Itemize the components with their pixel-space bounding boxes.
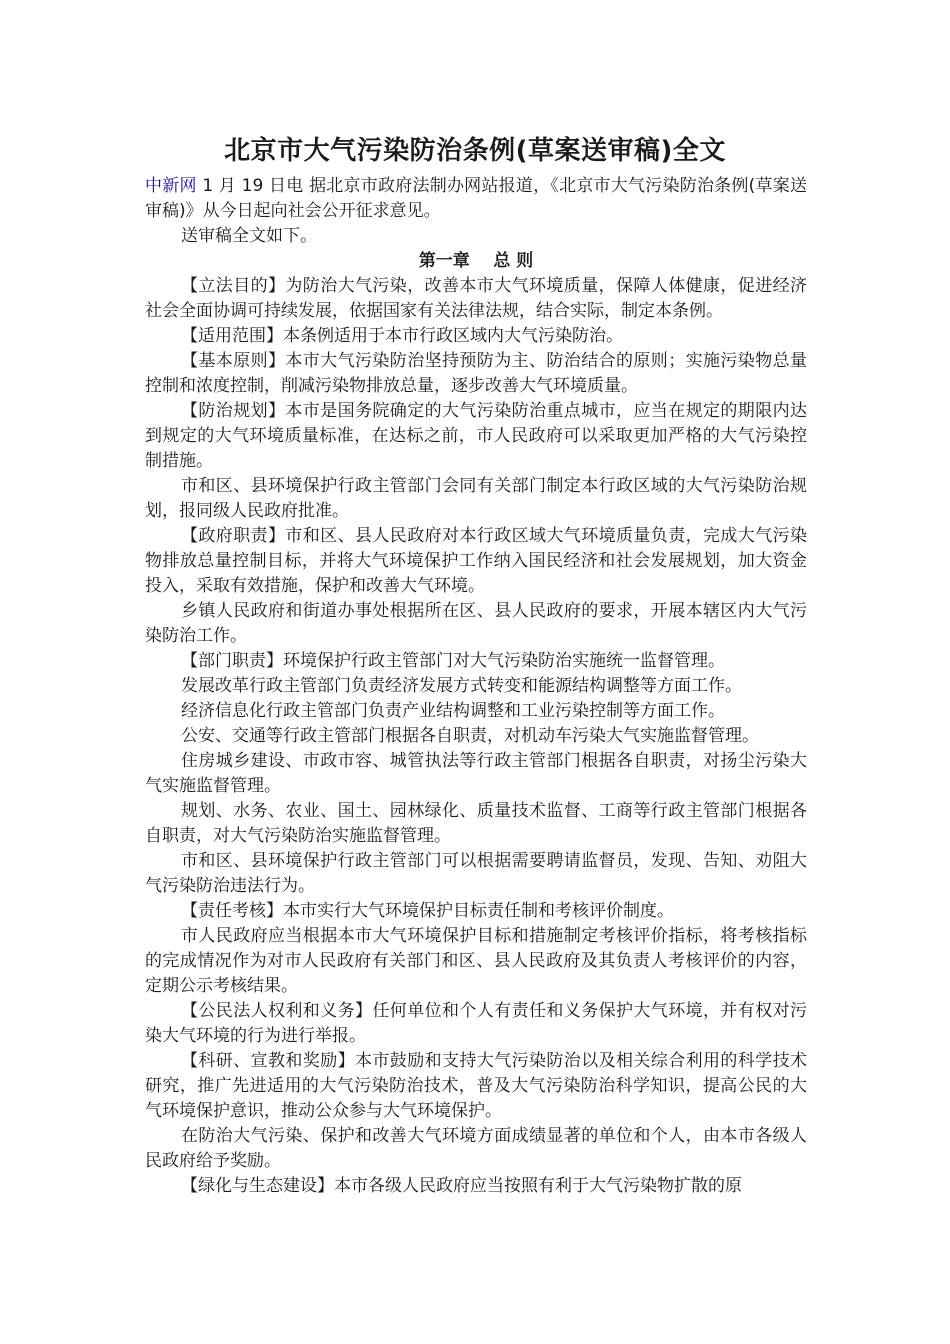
article-paragraph: 住房城乡建设、市政市容、城管执法等行政主管部门根据各自职责，对扬尘污染大气实施监督管理。 xyxy=(145,751,807,796)
article-paragraph: 【基本原则】本市大气污染防治坚持预防为主、防治结合的原则；实施污染物总量控制和浓度控制，削减污染物排放总量，逐步改善大气环境质量。 xyxy=(145,351,807,396)
article-paragraph: 【责任考核】本市实行大气环境保护目标责任制和考核评价制度。 xyxy=(181,901,674,921)
article-paragraph: 市和区、县环境保护行政主管部门会同有关部门制定本行政区域的大气污染防治规划，报同级人民政府批准。 xyxy=(145,476,807,521)
source-link[interactable]: 中新网 xyxy=(145,176,197,196)
article-paragraph: 发展改革行政主管部门负责经济发展方式转变和能源结构调整等方面工作。 xyxy=(181,676,742,696)
article-paragraph: 在防治大气污染、保护和改善大气环境方面成绩显著的单位和个人，由本市各级人民政府给予奖励。 xyxy=(145,1126,807,1171)
article-paragraph: 【部门职责】环境保护行政主管部门对大气污染防治实施统一监督管理。 xyxy=(181,651,725,671)
article-paragraph: 【公民法人权利和义务】任何单位和个人有责任和义务保护大气环境，并有权对污染大气环境的行为进行举报。 xyxy=(145,1001,807,1046)
lead-text: 1 月 19 日电 据北京市政府法制办网站报道，《北京市大气污染防治条例(草案送审稿)》从今日起向社会公开征求意见。 xyxy=(145,176,808,221)
article-paragraph: 【政府职责】市和区、县人民政府对本行政区域大气环境质量负责，完成大气污染物排放总量控制目标，并将大气环境保护工作纳入国民经济和社会发展规划，加大资金投入，采取有效措施，保护和改善大气环境。 xyxy=(145,526,807,596)
article-paragraph: 【立法目的】为防治大气污染，改善本市大气环境质量，保障人体健康，促进经济社会全面协调可持续发展，依据国家有关法律法规，结合实际，制定本条例。 xyxy=(145,276,807,321)
document-body xyxy=(145,174,807,1199)
article-paragraph: 【绿化与生态建设】本市各级人民政府应当按照有利于大气污染物扩散的原 xyxy=(181,1176,742,1196)
article-paragraph: 【防治规划】本市是国务院确定的大气污染防治重点城市，应当在规定的期限内达到规定的大气环境质量标准，在达标之前，市人民政府可以采取更加严格的大气污染控制措施。 xyxy=(145,401,807,471)
article-paragraph: 【适用范围】本条例适用于本市行政区域内大气污染防治。 xyxy=(181,326,623,346)
article-paragraph: 规划、水务、农业、国土、园林绿化、质量技术监督、工商等行政主管部门根据各自职责，对大气污染防治实施监督管理。 xyxy=(145,801,807,846)
article-paragraph: 市和区、县环境保护行政主管部门可以根据需要聘请监督员，发现、告知、劝阻大气污染防治违法行为。 xyxy=(145,851,807,896)
intro-paragraph: 送审稿全文如下。 xyxy=(181,226,317,246)
article-paragraph: 乡镇人民政府和街道办事处根据所在区、县人民政府的要求，开展本辖区内大气污染防治工作。 xyxy=(145,601,807,646)
article-paragraph: 经济信息化行政主管部门负责产业结构调整和工业污染控制等方面工作。 xyxy=(181,701,725,721)
article-paragraph: 市人民政府应当根据本市大气环境保护目标和措施制定考核评价指标，将考核指标的完成情况作为对市人民政府有关部门和区、县人民政府及其负责人考核评价的内容，定期公示考核结果。 xyxy=(145,926,807,996)
article-paragraph: 公安、交通等行政主管部门根据各自职责，对机动车污染大气实施监督管理。 xyxy=(181,726,759,746)
lead-paragraph xyxy=(145,174,807,224)
article-paragraph: 【科研、宣教和奖励】本市鼓励和支持大气污染防治以及相关综合利用的科学技术研究，推广先进适用的大气污染防治技术，普及大气污染防治科学知识，提高公民的大气环境保护意识，推动公众参与大气环境保护。 xyxy=(145,1051,807,1121)
chapter-heading: 第一章 总 则 xyxy=(418,251,534,271)
document-title: 北京市大气污染防治条例(草案送审稿)全文 xyxy=(224,136,726,166)
